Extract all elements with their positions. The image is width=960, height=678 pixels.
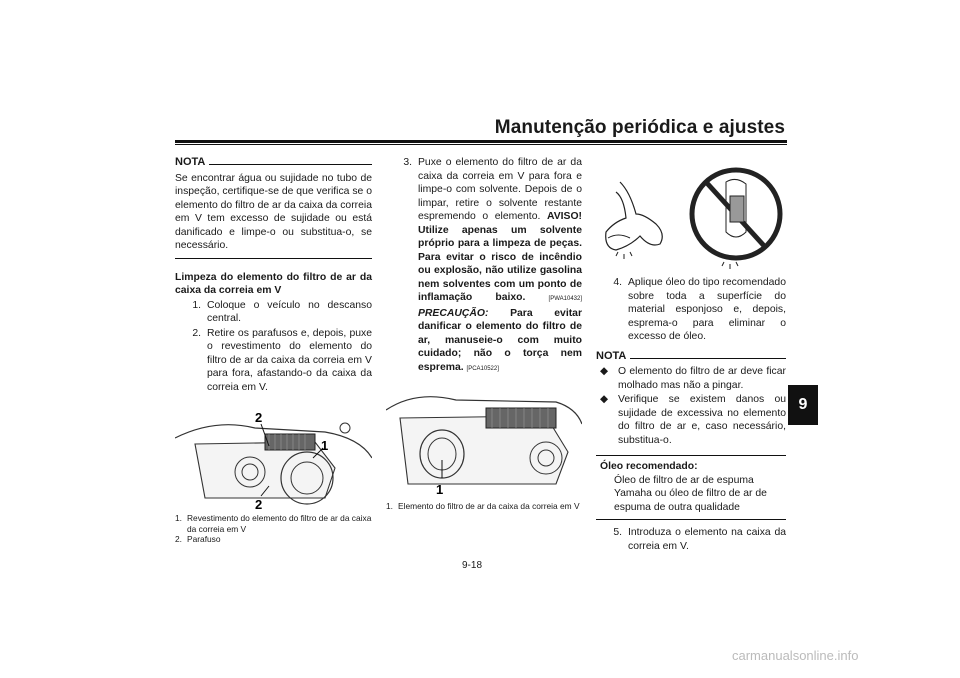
recommended-oil-box: Óleo recomendado: Óleo de filtro de ar de espuma Yamaha ou óleo de filtro de ar de espuma de outra qualidade <box>596 455 786 520</box>
nota-label: NOTA <box>596 349 627 362</box>
figure-caption: 1. Elemento do filtro de ar da caixa da correia em V <box>386 501 580 511</box>
oil-box-title: Óleo recomendado: <box>600 461 698 472</box>
page-title: Manutenção periódica e ajustes <box>494 117 785 138</box>
nota-heading <box>175 156 372 170</box>
step-item: 2. Retire os parafusos e, depois, puxe o revestimento do elemento do filtro de ar da caixa da correia em V para fora, afastando-o da caixa da correia em V. <box>192 327 372 393</box>
figure-caption: 1. Revestimento do elemento do filtro de ar da caixa da correia em V 2. Parafuso <box>175 513 372 544</box>
diamond-bullet-icon: ◆ <box>600 366 608 377</box>
aviso-code: [PWA10432] <box>548 296 582 302</box>
fig-label-2-bottom: 2 <box>255 497 263 510</box>
aviso-warning: AVISO! Utilize apenas um solvente próprio para a limpeza de peças. Para evitar o risco de incêndio ou explosão, não utilize gasolina nem solventes com um ponto de inflamação baixo. <box>418 211 583 303</box>
nota-text: Se encontrar água ou sujidade no tubo de inspeção, certifique-se de que verifica se o elemento do filtro de ar da caixa da correia em V tem excesso de sujidade ou está danificado e limpe-o ou substitua-o, se necessário. <box>175 172 372 251</box>
bullet-item: ◆ O elemento do filtro de ar deve ficar molhado mas não a pingar. <box>596 365 786 392</box>
column-left <box>175 156 372 545</box>
fig-label-1: 1 <box>321 438 329 453</box>
precaucao-label: PRECAUÇÃO: <box>418 307 489 319</box>
air-filter-element-illustration <box>386 380 582 498</box>
fig-label-1: 1 <box>436 482 444 497</box>
step-item: 3. Puxe o elemento do filtro de ar da caixa da correia em V para fora e limpe-o com solvente. Depois de o limpar, retire o solvente restante espremendo o elemento. AVISO! Utilize apenas um solvente próprio para a limpeza de peças. Para evitar o risco de incêndio ou explosão, não utilize gasolina nem solventes com um ponto de inflamação baixo. [PWA10432] PRECAUÇÃO: Para evitar danificar o elemento do filtro de ar, manuseie-o com muito cuidado; não o torça nem esprema. [PCA10522] <box>403 157 583 373</box>
section-subheading: Limpeza do elemento do filtro de ar da caixa da correia em V <box>175 271 372 296</box>
nota-label: NOTA <box>175 156 206 168</box>
scooter-cover-illustration <box>175 398 372 510</box>
diamond-bullet-icon: ◆ <box>600 394 608 405</box>
step-item: 1. Coloque o veículo no descanso central. <box>192 299 372 324</box>
precaucao-text: Para evitar danificar o elemento do filtro de ar, manuseie-o com muito cuidado; não o torça nem esprema. <box>418 307 582 373</box>
page-number: 9-18 <box>462 560 483 571</box>
column-middle <box>386 156 582 512</box>
nota-divider <box>175 258 372 259</box>
step-item: 5. Introduza o elemento na caixa da correia em V. <box>613 527 786 552</box>
bullet-item: ◆ Verifique se existem danos ou sujidade de excessiva no elemento do filtro de ar e, caso necessário, substitua-o. <box>596 393 786 447</box>
sponge-squeeze-illustration <box>596 162 786 272</box>
header-rule-thin <box>175 144 787 145</box>
step-item: 4. Aplique óleo do tipo recomendado sobre toda a superfície do material esponjoso e, depois, esprema-o para eliminar o excesso de óleo. <box>613 277 786 342</box>
watermark: carmanualsonline.info <box>732 648 859 663</box>
chapter-tab: 9 <box>788 385 818 425</box>
header-rule <box>175 140 787 143</box>
fig-label-2-top: 2 <box>255 410 263 425</box>
precaucao-code: [PCA10522] <box>466 365 499 372</box>
nota-heading <box>596 350 786 364</box>
column-right <box>596 156 786 554</box>
